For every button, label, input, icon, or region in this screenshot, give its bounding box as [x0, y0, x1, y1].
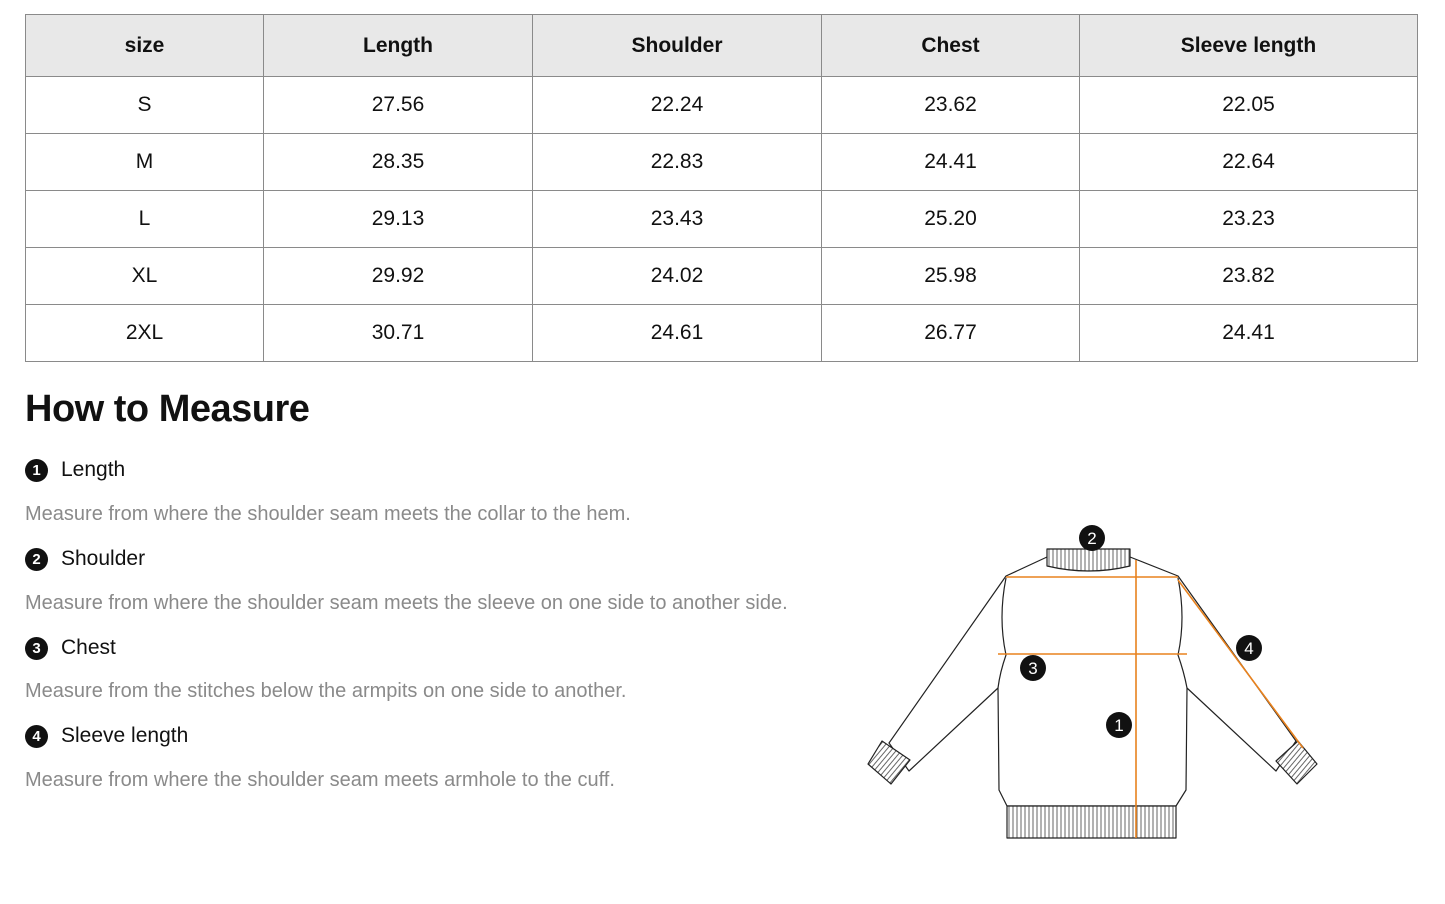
- table-cell: 25.98: [822, 248, 1080, 305]
- marker-label: 4: [1244, 639, 1254, 658]
- step-label: Sleeve length: [61, 724, 189, 747]
- table-cell: 24.61: [533, 305, 822, 362]
- table-cell: 2XL: [26, 305, 264, 362]
- column-header-sleeve-length: Sleeve length: [1080, 15, 1418, 77]
- step-description-length: Measure from where the shoulder seam meets the collar to the hem.: [25, 503, 631, 525]
- table-cell: 27.56: [264, 77, 533, 134]
- step-label: Shoulder: [61, 547, 146, 570]
- number-3-icon: 3: [25, 637, 48, 660]
- table-cell: S: [26, 77, 264, 134]
- step-heading-sleeve-length: [25, 724, 188, 748]
- marker-label: 3: [1028, 659, 1038, 678]
- step-description-chest: Measure from the stitches below the armpits on one side to another.: [25, 680, 627, 702]
- table-cell: 30.71: [264, 305, 533, 362]
- step-description-sleeve-length: Measure from where the shoulder seam meets armhole to the cuff.: [25, 769, 615, 791]
- table-cell: 22.24: [533, 77, 822, 134]
- table-cell: M: [26, 134, 264, 191]
- table-cell: 22.64: [1080, 134, 1418, 191]
- table-cell: 24.41: [1080, 305, 1418, 362]
- marker-label: 1: [1114, 716, 1124, 735]
- column-header-chest: Chest: [822, 15, 1080, 77]
- table-cell: XL: [26, 248, 264, 305]
- table-cell: 26.77: [822, 305, 1080, 362]
- table-row: [26, 248, 1418, 305]
- sweater-icon: [860, 515, 1330, 850]
- step-heading-shoulder: [25, 547, 145, 571]
- sweater-outline: [868, 549, 1317, 838]
- table-cell: 23.23: [1080, 191, 1418, 248]
- step-label: Length: [61, 458, 126, 481]
- step-description-shoulder: Measure from where the shoulder seam meets the sleeve on one side to another side.: [25, 592, 788, 614]
- step-heading-chest: [25, 636, 116, 660]
- column-header-size: size: [26, 15, 264, 77]
- how-to-measure-title: How to Measure: [25, 388, 310, 430]
- table-row: [26, 191, 1418, 248]
- table-cell: L: [26, 191, 264, 248]
- table-header-row: [26, 15, 1418, 77]
- table-cell: 23.62: [822, 77, 1080, 134]
- step-label: Chest: [61, 636, 116, 659]
- size-chart-table: [25, 14, 1418, 362]
- table-cell: 28.35: [264, 134, 533, 191]
- table-cell: 29.92: [264, 248, 533, 305]
- table-row: [26, 134, 1418, 191]
- table-cell: 22.83: [533, 134, 822, 191]
- column-header-shoulder: Shoulder: [533, 15, 822, 77]
- table-cell: 29.13: [264, 191, 533, 248]
- table-cell: 25.20: [822, 191, 1080, 248]
- table-cell: 24.02: [533, 248, 822, 305]
- table-row: [26, 77, 1418, 134]
- table-cell: 22.05: [1080, 77, 1418, 134]
- table-cell: 23.43: [533, 191, 822, 248]
- number-2-icon: 2: [25, 548, 48, 571]
- table-cell: 23.82: [1080, 248, 1418, 305]
- number-1-icon: 1: [25, 459, 48, 482]
- column-header-length: Length: [264, 15, 533, 77]
- step-heading-length: [25, 458, 125, 482]
- table-row: [26, 305, 1418, 362]
- number-4-icon: 4: [25, 725, 48, 748]
- table-cell: 24.41: [822, 134, 1080, 191]
- marker-label: 2: [1087, 529, 1097, 548]
